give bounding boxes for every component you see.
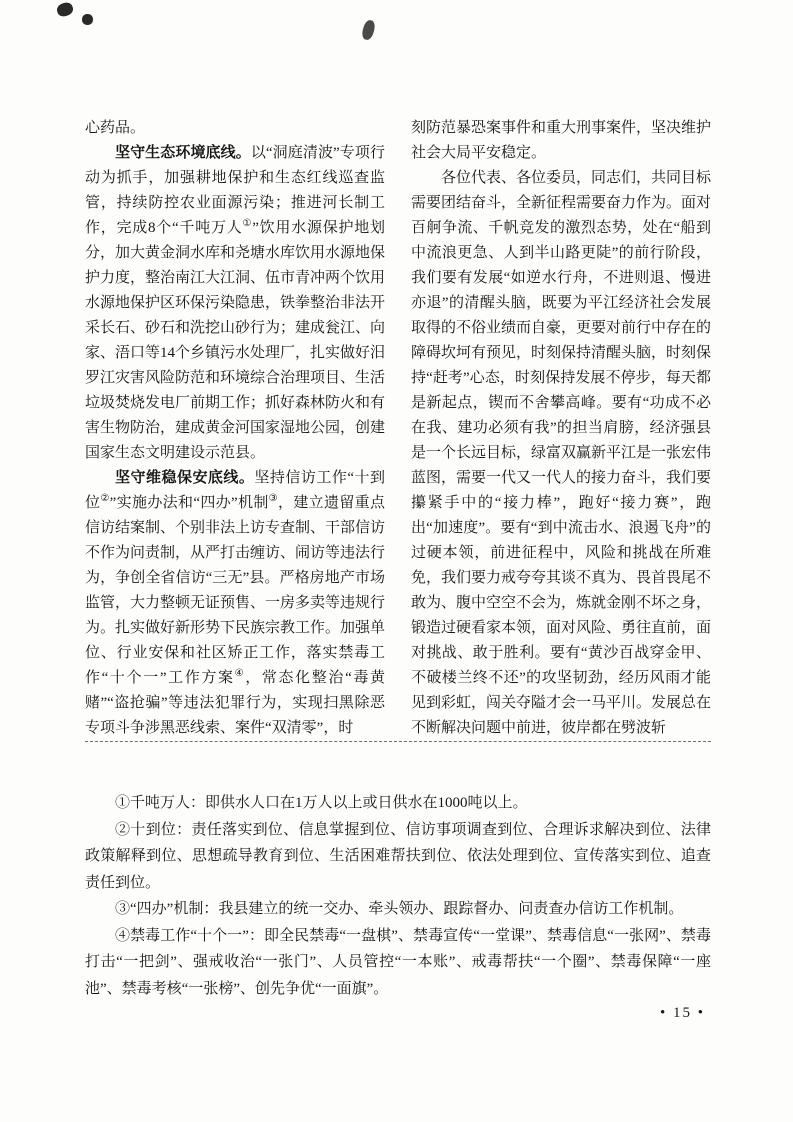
footnote-2: ②十到位：责任落实到位、信息掌握到位、信访事项调查到位、合理诉求解决到位、法律政策解释到位、思想疏导教育到位、生活困难帮扶到位、依法处理到位、宣传落实到位、追查责任到位。 xyxy=(85,821,711,891)
paragraph-lead: 坚守维稳保安底线。 xyxy=(115,470,255,486)
footnote-3: ③“四办”机制：我县建立的统一交办、牵头领办、跟踪督办、问责查办信访工作机制。 xyxy=(115,901,684,917)
paragraph-text: 以“洞庭清波”专项行动为抓手，加强耕地保护和生态红线巡查监管，持续防控农业面源污染；推进河长制工作，完成8个“千吨万人①”饮用水源保护地划分，加大黄金洞水库和尧塘水库饮用水源地保护力度，整治南江大江洞、伍市青冲两个饮用水源地保护区环保污染隐患，铁拳整治非法开采长石、砂石和洗挖山砂行为；建成瓮江、向家、浯口等14个乡镇污水处理厂，扎实做好汨罗江灾害风险防范和环境综合治理项目、生活垃圾焚烧发电厂前期工作；抓好森林防火和有害生物防治，建成黄金河国家湿地公园，创建国家生态文明建设示范县。 xyxy=(85,145,386,461)
paragraph-text: 心药品。 xyxy=(85,120,146,136)
paragraph-ecology xyxy=(85,141,385,466)
paragraph-continuation xyxy=(411,116,711,166)
paragraph-text: 坚持信访工作“十到位②”实施办法和“四办”机制③，建立遗留重点信访结案制、个别非法上访专查制、干部信访不作为问责制，从严打击缠访、闹访等违法行为，争创全省信访“三无”县。严格房地产市场监管，大力整顿无证预售、一房多卖等违规行为。扎实做好新形势下民族宗教工作。加强单位、行业安保和社区矫正工作，落实禁毒工作“十个一”工作方案④，常态化整治“毒黄赌”“盗抢骗”等违法犯罪行为，实现扫黑除恶专项斗争涉黑恶线索、案件“双清零”，时 xyxy=(85,470,386,736)
scan-artifact xyxy=(82,14,93,25)
paragraph-lead: 坚守生态环境底线。 xyxy=(115,145,251,161)
left-column xyxy=(85,116,385,741)
scan-artifact xyxy=(55,1,74,19)
footnote-separator xyxy=(85,741,711,742)
paragraph-text: 刻防范暴恐案事件和重大刑事案件，坚决维护社会大局平安稳定。 xyxy=(411,120,712,161)
scan-artifact xyxy=(361,19,377,41)
footnote-1: ①千吨万人：即供水人口在1万人以上或日供水在1000吨以上。 xyxy=(115,795,528,811)
paragraph-address xyxy=(411,166,711,741)
footnotes xyxy=(85,790,711,1002)
footnote-4: ④禁毒工作“十个一”：即全民禁毒“一盘棋”、禁毒宣传“一堂课”、禁毒信息“一张网”、禁毒打击“一把剑”、强戒收治“一张门”、人员管控“一本账”、戒毒帮扶“一个圈”、禁毒保障“一座池”、禁毒考核“一张榜”、创先争优“一面旗”。 xyxy=(85,927,711,997)
paragraph-text: 各位代表、各位委员，同志们，共同目标需要团结奋斗，全新征程需要奋力作为。面对百舸争流、千帆竞发的激烈态势，处在“船到中流浪更急、人到半山路更陡”的前行阶段，我们要有发展“如逆水行舟，不进则退、慢进亦退”的清醒头脑，既要为平江经济社会发展取得的不俗业绩而自豪，更要对前行中存在的障碍坎坷有预见，时刻保持清醒头脑，时刻保持“赶考”心态，时刻保持发展不停步，每天都是新起点，锲而不舍攀高峰。要有“功成不必在我、建功必须有我”的担当肩膀，经济强县是一个长远目标，绿富双赢新平江是一张宏伟蓝图，需要一代又一代人的接力奋斗，我们要攥紧手中的“接力棒”，跑好“接力赛”，跑出“加速度”。要有“到中流击水、浪遏飞舟”的过硬本领，前进征程中，风险和挑战在所难免，我们要力戒夸夸其谈不真为、畏首畏尾不敢为、腹中空空不会为，炼就金刚不坏之身，锻造过硬看家本领，面对风险、勇往直前，面对挑战、敢于胜利。要有“黄沙百战穿金甲、不破楼兰终不还”的攻坚韧劲，经历风雨才能见到彩虹，闯关夺隘才会一马平川。发展总在不断解决问题中前进，彼岸都在劈波斩 xyxy=(411,170,712,736)
body-text xyxy=(85,116,711,741)
right-column xyxy=(411,116,711,741)
page-content xyxy=(85,116,711,1002)
paragraph-stability xyxy=(85,466,385,741)
page-number: • 15 • xyxy=(659,1005,705,1021)
paragraph-continuation xyxy=(85,116,385,141)
